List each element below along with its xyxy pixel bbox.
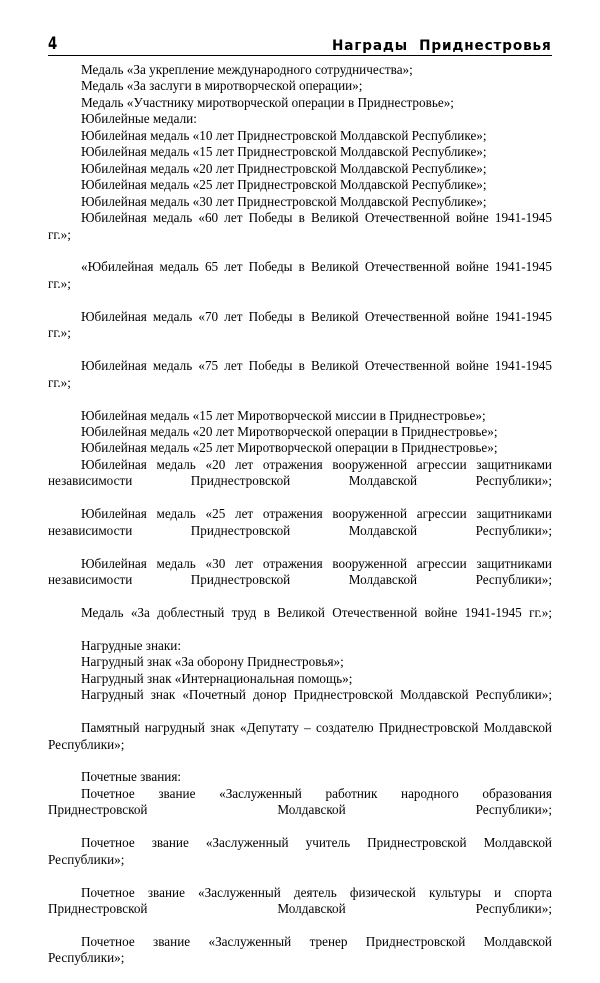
document-paragraph: Юбилейная медаль «15 лет Приднестровской Молдавской Республике»; xyxy=(81,144,487,160)
document-paragraph: Юбилейная медаль «15 лет Миротворческой миссии в Приднестровье»; xyxy=(81,407,486,423)
document-paragraph: Юбилейная медаль «25 лет отражения вооруженной агрессии защитниками независимости Приднестровской Молдавской Республики»; xyxy=(48,506,552,538)
document-paragraph: Медаль «За укрепление международного сотрудничества»; xyxy=(81,62,413,77)
document-paragraph: Юбилейная медаль «75 лет Победы в Великой Отечественной войне 1941-1945 гг.»; xyxy=(48,358,552,390)
document-paragraph: Юбилейная медаль «25 лет Миротворческой операции в Приднестровье»; xyxy=(81,440,498,456)
document-paragraph: Юбилейная медаль «30 лет отражения вооруженной агрессии защитниками независимости Приднестровской Молдавской Республики»; xyxy=(48,555,552,588)
document-paragraph: Нагрудный знак «За оборону Приднестровья»; xyxy=(81,654,344,670)
document-paragraph: Медаль «За доблестный труд в Великой Отечественной войне 1941-1945 гг.»; xyxy=(81,604,552,620)
document-paragraph: Почетное звание «Заслуженный тренер Приднестровской Молдавской Республики»; xyxy=(48,934,552,966)
document-paragraph: Юбилейная медаль «20 лет отражения вооруженной агрессии защитниками независимости Приднестровской Молдавской Республики»; xyxy=(48,456,552,489)
document-paragraph: Почетное звание «Заслуженный учитель Приднестровской Молдавской Республики»; xyxy=(48,835,552,867)
document-paragraph: Нагрудный знак «Интернациональная помощь»; xyxy=(81,670,353,686)
document-paragraph: «Юбилейная медаль 65 лет Победы в Великой Отечественной войне 1941-1945 гг.»; xyxy=(48,259,552,291)
document-paragraph: Памятный нагрудный знак «Депутату – создателю Приднестровской Молдавской Республики»; xyxy=(48,720,552,752)
page-running-header xyxy=(48,28,552,56)
header-title: Награды Приднестровья xyxy=(332,37,552,54)
document-paragraph: Нагрудный знак «Почетный донор Приднестровской Молдавской Республики»; xyxy=(81,687,552,703)
document-paragraph: Юбилейная медаль «10 лет Приднестровской Молдавской Республике»; xyxy=(81,127,487,143)
document-paragraph: Медаль «За заслуги в миротворческой операции»; xyxy=(81,78,363,94)
document-paragraph: Почетное звание «Заслуженный деятель физической культуры и спорта Приднестровской Молдавской Республики»; xyxy=(48,884,552,917)
document-paragraph: Юбилейная медаль «70 лет Победы в Великой Отечественной войне 1941-1945 гг.»; xyxy=(48,308,552,341)
document-paragraph: Юбилейная медаль «20 лет Приднестровской Молдавской Республике»; xyxy=(81,160,487,176)
document-paragraph: Нагрудные знаки: xyxy=(81,637,181,653)
document-paragraph: Юбилейная медаль «20 лет Миротворческой операции в Приднестровье»; xyxy=(81,423,498,439)
document-paragraph: Юбилейная медаль «30 лет Приднестровской Молдавской Республике»; xyxy=(81,193,487,209)
document-paragraph: Почетное звание «Заслуженный работник народного образования Приднестровской Молдавской Республики»; xyxy=(48,785,552,818)
document-paragraph: Юбилейные медали: xyxy=(81,111,197,127)
document-paragraph: Почетные звания: xyxy=(81,769,182,785)
body-text-column xyxy=(48,62,552,983)
page-number: 4 xyxy=(48,34,57,54)
document-paragraph: Юбилейная медаль «25 лет Приднестровской Молдавской Республике»; xyxy=(81,177,487,193)
document-paragraph: Юбилейная медаль «60 лет Победы в Великой Отечественной войне 1941-1945 гг.»; xyxy=(48,210,552,242)
document-paragraph: Медаль «Участнику миротворческой операции в Приднестровье»; xyxy=(81,94,454,110)
